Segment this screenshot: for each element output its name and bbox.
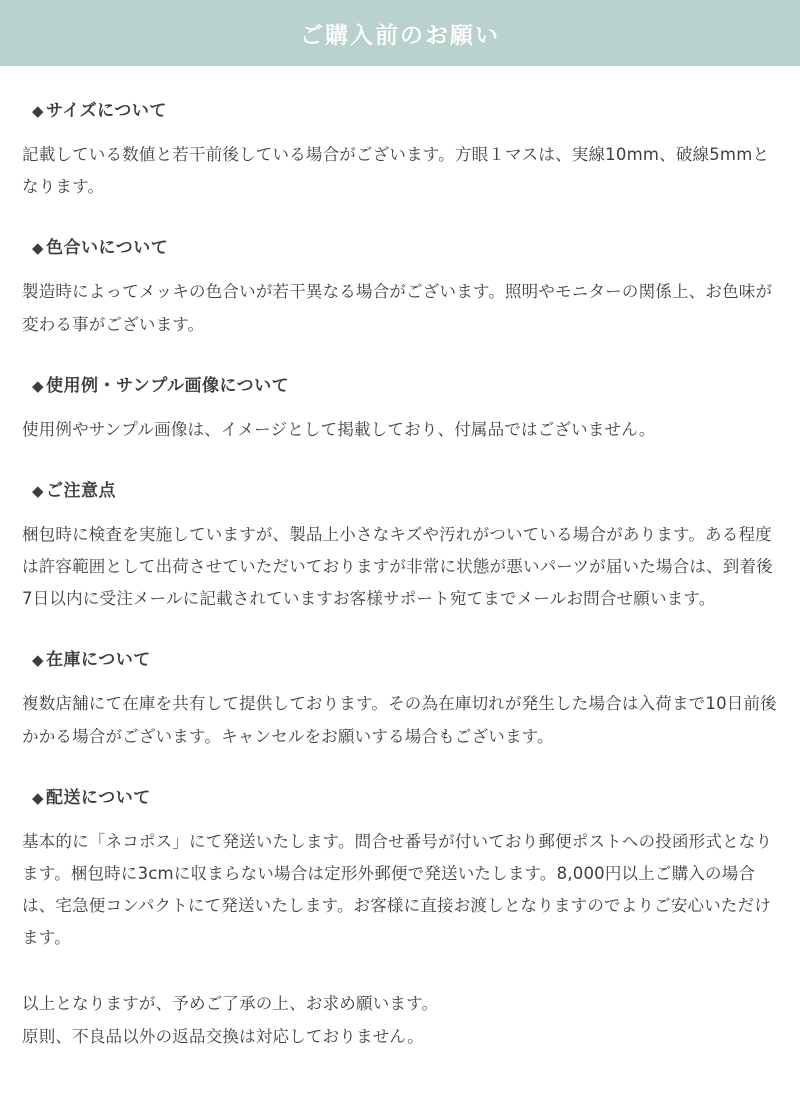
section-color xyxy=(18,233,782,340)
section-heading-label: 色合いについて xyxy=(46,238,169,259)
section-body: 使用例やサンプル画像は、イメージとして掲載しており、付属品ではございません。 xyxy=(22,419,656,439)
section-heading-label: 配送について xyxy=(46,787,151,808)
diamond-bullet-icon: ◆ xyxy=(32,481,45,500)
section-heading xyxy=(32,233,782,258)
section-size xyxy=(18,96,782,203)
section-heading xyxy=(32,96,782,121)
diamond-bullet-icon: ◆ xyxy=(32,788,45,807)
diamond-bullet-icon: ◆ xyxy=(32,376,45,395)
section-body: 製造時によってメッキの色合いが若干異なる場合がございます。照明やモニターの関係上、お色味が変わる事がございます。 xyxy=(22,282,773,334)
section-heading xyxy=(32,476,782,501)
section-heading-label: 在庫について xyxy=(46,650,151,671)
page-header-band xyxy=(0,0,800,66)
section-body: 記載している数値と若干前後している場合がございます。方眼１マスは、実線10mm、破線5mmとなります。 xyxy=(22,145,770,197)
section-caution xyxy=(18,476,782,616)
section-heading xyxy=(32,645,782,670)
section-heading xyxy=(32,783,782,808)
closing-note xyxy=(22,988,782,1052)
section-stock xyxy=(18,645,782,752)
closing-line-2: 原則、不良品以外の返品交換は対応しておりません。 xyxy=(22,1026,424,1046)
section-sample-image xyxy=(18,371,782,446)
notice-content xyxy=(0,96,800,1067)
page-title: ご購入前のお願い xyxy=(300,22,500,49)
section-body: 複数店舗にて在庫を共有して提供しております。その為在庫切れが発生した場合は入荷まで10日前後かかる場合がございます。キャンセルをお願いする場合もございます。 xyxy=(22,694,777,746)
section-heading-label: 使用例・サンプル画像について xyxy=(46,375,290,396)
section-heading-label: サイズについて xyxy=(46,101,167,121)
diamond-bullet-icon: ◆ xyxy=(32,651,45,670)
diamond-bullet-icon: ◆ xyxy=(32,239,45,258)
closing-line-1: 以上となりますが、予めご了承の上、お求め願います。 xyxy=(22,994,439,1014)
section-body: 基本的に「ネコポス」にて発送いたします。問合せ番号が付いており郵便ポストへの投函形式となります。梱包時に3cmに収まらない場合は定形外郵便で発送いたします。8,000円以上ご購入の場合は、宅急便コンパクトにて発送いたします。お客様に直接お渡しとなりますのでよりご安心いただけます。 xyxy=(22,831,773,948)
diamond-bullet-icon: ◆ xyxy=(32,102,45,120)
section-body: 梱包時に検査を実施していますが、製品上小さなキズや汚れがついている場合があります。ある程度は許容範囲として出荷させていただいておりますが非常に状態が悪いパーツが届いた場合は、到着後7日以内に受注メールに記載されていますお客様サポート宛てまでメールお問合せ願います。 xyxy=(22,524,773,609)
section-heading-label: ご注意点 xyxy=(46,480,117,501)
section-shipping xyxy=(18,783,782,955)
section-heading xyxy=(32,371,782,396)
